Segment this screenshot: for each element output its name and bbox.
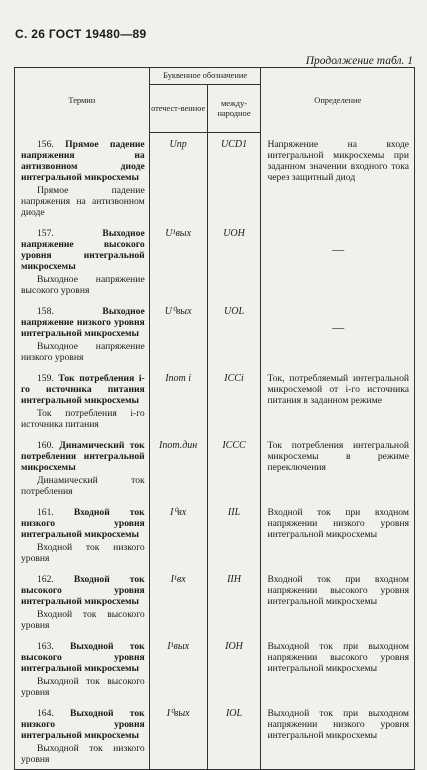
international-designation: IIL — [207, 501, 261, 568]
header-definition: Определение — [261, 68, 415, 133]
table-row — [15, 434, 415, 501]
term-title: Выходное напряжение высокого уровня интегральной микросхемы — [21, 227, 145, 272]
term-number: 163. — [37, 640, 54, 652]
term-cell — [15, 367, 150, 434]
term-title: Входной ток низкого уровня интегральной микросхемы — [21, 506, 145, 540]
term-cell — [15, 300, 150, 367]
table-row — [15, 568, 415, 635]
term-cell — [15, 222, 150, 300]
domestic-designation: Iпот i — [149, 367, 207, 434]
domestic-designation: U¹вых — [149, 222, 207, 300]
term-short-form: Выходной ток высокого уровня — [21, 675, 145, 698]
domestic-designation: Iпот.дин — [149, 434, 207, 501]
header-designation: Буквенное обозначение — [149, 68, 261, 85]
term-short-form: Входной ток низкого уровня — [21, 541, 145, 564]
domestic-designation: I⁰вых — [149, 702, 207, 770]
term-short-form: Выходное напряжение низкого уровня — [21, 340, 145, 363]
international-designation: ICCC — [207, 434, 261, 501]
term-short-form: Выходное напряжение высокого уровня — [21, 273, 145, 296]
international-designation: UOH — [207, 222, 261, 300]
header-domestic: отечест-венное — [149, 85, 207, 133]
term-number: 164. — [37, 707, 54, 719]
term-number: 162. — [37, 573, 54, 585]
term-title: Прямое падение напряжения на антизвонном диоде интегральной микросхемы — [21, 138, 145, 183]
international-designation: IOL — [207, 702, 261, 770]
domestic-designation: U⁰вых — [149, 300, 207, 367]
international-designation: IIH — [207, 568, 261, 635]
table-row — [15, 222, 415, 300]
table-continuation-label: Продолжение табл. 1 — [305, 55, 413, 67]
term-number: 156. — [37, 138, 54, 150]
definition-cell: Ток, потребляемый интегральной микросхемой от i-го источника питания в заданном режиме — [261, 367, 415, 434]
definition-cell: Ток потребления интегральной микросхемы в режиме переключения — [261, 434, 415, 501]
term-cell — [15, 133, 150, 222]
international-designation: ICCi — [207, 367, 261, 434]
definition-cell: Выходной ток при выходном напряжении высокого уровня интегральной микросхемы — [261, 635, 415, 702]
term-number: 160. — [37, 439, 54, 451]
term-short-form: Ток потребления i-го источника питания — [21, 407, 145, 430]
term-short-form: Динамический ток потребления — [21, 474, 145, 497]
page-header: С. 26 ГОСТ 19480—89 — [15, 27, 147, 41]
table-row — [15, 300, 415, 367]
term-number: 158. — [37, 305, 54, 317]
domestic-designation: I¹вх — [149, 568, 207, 635]
domestic-designation: I¹вых — [149, 635, 207, 702]
term-short-form: Прямое падение напряжения на антизвонном диоде — [21, 184, 145, 218]
domestic-designation: Uпр — [149, 133, 207, 222]
term-number: 161. — [37, 506, 54, 518]
definition-cell: — — [261, 300, 415, 367]
term-title: Входной ток высокого уровня интегральной микросхемы — [21, 573, 145, 607]
definition-cell: Входной ток при входном напряжении низкого уровня интегральной микросхемы — [261, 501, 415, 568]
definition-cell: — — [261, 222, 415, 300]
term-number: 159. — [37, 372, 54, 384]
term-cell — [15, 501, 150, 568]
term-number: 157. — [37, 227, 54, 239]
international-designation: IOH — [207, 635, 261, 702]
term-title: Выходной ток высокого уровня интегральной микросхемы — [21, 640, 145, 674]
term-cell — [15, 702, 150, 770]
international-designation: UCD1 — [207, 133, 261, 222]
header-international: между-народное — [207, 85, 261, 133]
term-title: Выходное напряжение низкого уровня интегральной микросхемы — [21, 305, 145, 339]
table-row — [15, 635, 415, 702]
term-title: Выходной ток низкого уровня интегральной микросхемы — [21, 707, 145, 741]
term-cell — [15, 568, 150, 635]
definition-cell: Напряжение на входе интегральной микросхемы при заданном значении входного тока через защитный диод — [261, 133, 415, 222]
term-short-form: Выходной ток низкого уровня — [21, 742, 145, 765]
international-designation: UOL — [207, 300, 261, 367]
definition-cell: Выходной ток при выходном напряжении низкого уровня интегральной микросхемы — [261, 702, 415, 770]
domestic-designation: I⁰вх — [149, 501, 207, 568]
table-row — [15, 501, 415, 568]
header-term: Термин — [15, 68, 150, 133]
term-cell — [15, 434, 150, 501]
term-short-form: Входной ток высокого уровня — [21, 608, 145, 631]
definition-cell: Входной ток при входном напряжении высокого уровня интегральной микросхемы — [261, 568, 415, 635]
table-row — [15, 133, 415, 222]
term-title: Динамический ток потребления интегральной микросхемы — [21, 439, 145, 473]
terms-table — [14, 67, 415, 770]
table-row — [15, 702, 415, 770]
table-row — [15, 367, 415, 434]
term-cell — [15, 635, 150, 702]
term-title: Ток потребления i-го источника питания интегральной микросхемы — [21, 372, 145, 406]
